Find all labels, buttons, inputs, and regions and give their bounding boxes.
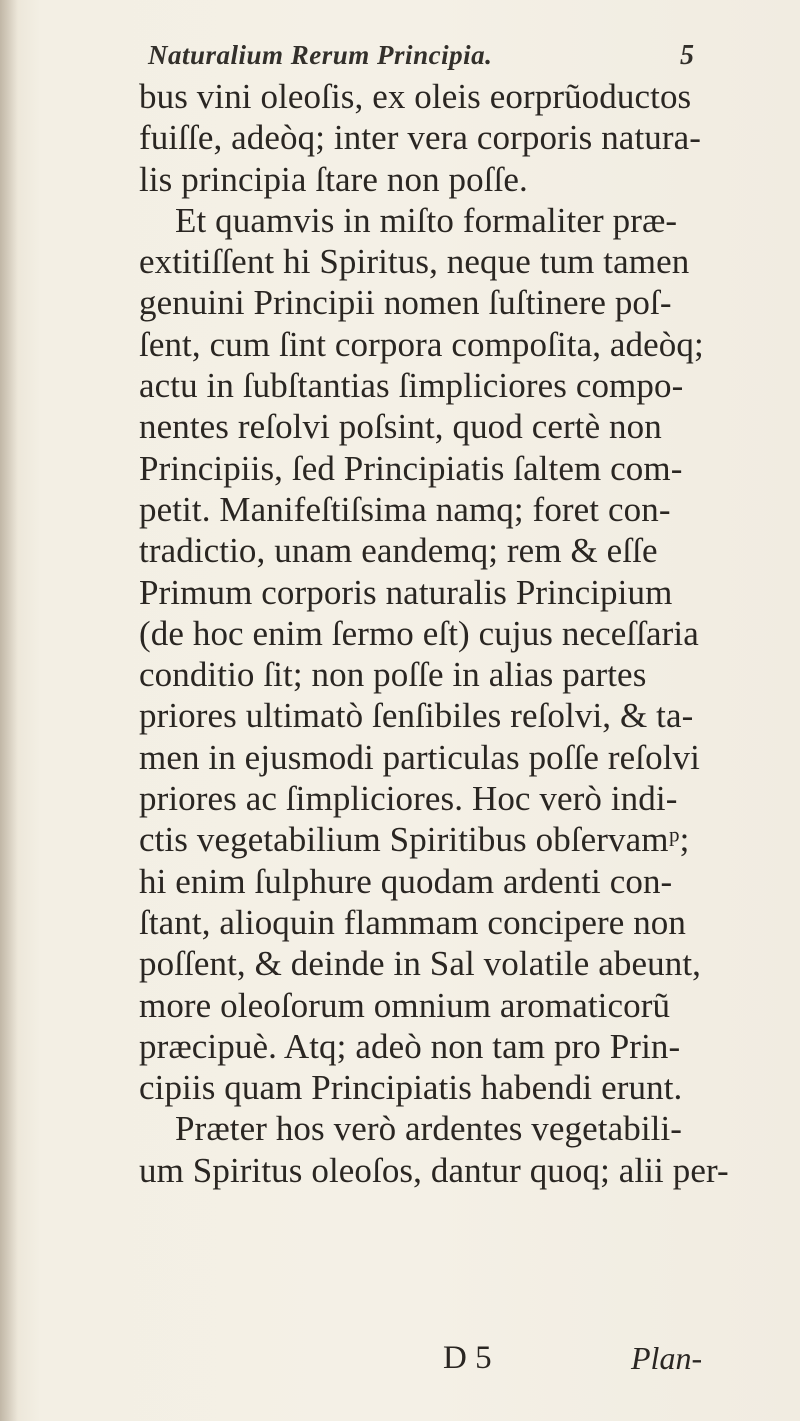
running-head: Naturalium Rerum Principia.	[148, 40, 493, 70]
text-line: lis principia ſtare non poſſe.	[139, 159, 528, 199]
text-line: poſſent, & deinde in Sal volatile abeunt,	[139, 944, 702, 984]
text-line: bus vini oleoſis, ex oleis eorprũoductos	[139, 77, 692, 116]
signature-mark: D 5	[443, 1340, 492, 1376]
text-line: ſtant, alioquin flammam concipere non	[139, 902, 687, 942]
text-line: extitiſſent hi Spiritus, neque tum tamen	[139, 242, 690, 282]
text-line: actu in ſubſtantias ſimpliciores compo-	[139, 366, 684, 406]
text-line: ctis vegetabilium Spiritibus obſervamᵖ;	[139, 820, 690, 860]
text-line: tradictio, unam eandemq; rem & eſſe	[139, 531, 658, 571]
text-line: priores ultimatò ſenſibiles reſolvi, & ta-	[139, 696, 694, 736]
text-line: ſent, cum ſint corpora compoſita, adeòq;	[139, 324, 704, 364]
catchword: Plan-	[631, 1340, 703, 1376]
text-line: nentes reſolvi poſsint, quod certè non	[139, 407, 662, 447]
body-text	[139, 76, 729, 1191]
text-line: men in ejusmodi particulas poſſe reſolvi	[139, 737, 700, 777]
text-line: cipiis quam Principiatis habendi erunt.	[139, 1068, 683, 1108]
text-line: um Spiritus oleoſos, dantur quoq; alii per-	[139, 1150, 729, 1190]
paragraph-start-line: Et quamvis in miſto formaliter præ-	[175, 200, 678, 240]
text-line: hi enim ſulphure quodam ardenti con-	[139, 861, 673, 901]
paragraph-start-line: Præter hos verò ardentes vegetabili-	[175, 1109, 683, 1149]
page-number: 5	[680, 40, 694, 71]
text-line: priores ac ſimpliciores. Hoc verò indi-	[139, 779, 678, 819]
text-line: fuiſſe, adeòq; inter vera corporis natura-	[139, 118, 702, 158]
text-line: petit. Manifeſtiſsima namq; foret con-	[139, 489, 671, 529]
text-line: præcipuè. Atq; adeò non tam pro Prin-	[139, 1026, 681, 1066]
text-line: (de hoc enim ſermo eſt) cujus neceſſaria	[139, 613, 699, 653]
text-line: Primum corporis naturalis Principium	[139, 572, 673, 612]
text-line: genuini Principii nomen ſuſtinere poſ-	[139, 283, 672, 323]
text-line: more oleoſorum omnium aromaticorũ	[139, 985, 671, 1025]
text-line: conditio ſit; non poſſe in alias partes	[139, 655, 647, 695]
text-line: Principiis, ſed Principiatis ſaltem com-	[139, 448, 683, 488]
binding-shadow	[0, 0, 18, 1421]
